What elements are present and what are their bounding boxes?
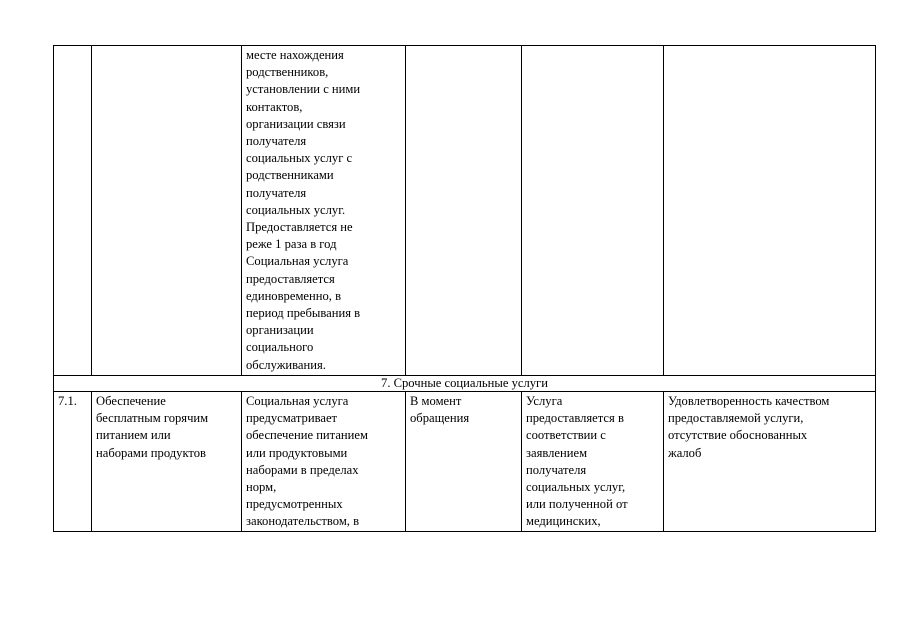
text-line: предоставляется (246, 271, 335, 286)
text-line: питанием или (96, 428, 171, 443)
table-row-7-1 (54, 392, 876, 532)
text-line: обращения (410, 411, 470, 426)
text-line: наборами продуктов (96, 445, 206, 460)
text-line: обслуживания. (246, 357, 326, 372)
text-line: социальных услуг. (246, 202, 346, 217)
text-line: законодательством, в (246, 514, 360, 529)
text-line: родственников, (246, 65, 329, 80)
text-line: жалоб (668, 445, 702, 460)
text-line: социальных услуг, (526, 480, 626, 495)
section-header-row (54, 376, 876, 392)
cell-timing (406, 392, 522, 532)
cell-conditions (522, 392, 664, 532)
cell-service-name (92, 46, 242, 376)
text-line: норм, (246, 480, 277, 495)
cell-quality (664, 46, 876, 376)
cell-timing (406, 46, 522, 376)
text-line: единовременно, в (246, 288, 342, 303)
text-line: родственниками (246, 168, 334, 183)
text-line: обеспечение питанием (246, 428, 368, 443)
text-line: организации связи (246, 116, 346, 131)
text-line: заявлением (526, 445, 588, 460)
text-line: получателя (246, 185, 307, 200)
text-line: наборами в пределах (246, 462, 359, 477)
text-line: получателя (526, 462, 587, 477)
text-line: предусматривает (246, 411, 338, 426)
text-line: Социальная услуга (246, 254, 349, 269)
text-line: реже 1 раза в год (246, 237, 337, 252)
text-line: Удовлетворенность качеством (668, 394, 830, 408)
text-line: Социальная услуга (246, 394, 349, 408)
text-line: предусмотренных (246, 497, 343, 512)
cell-service-description (242, 392, 406, 532)
cell-service-description (242, 46, 406, 376)
text-line: предоставляется в (526, 411, 624, 426)
text-line: медицинских, (526, 514, 601, 529)
section-title: 7. Срочные социальные услуги (54, 376, 876, 392)
text-line: или продуктовыми (246, 445, 348, 460)
text-line: соответствии с (526, 428, 606, 443)
text-line: бесплатным горячим (96, 411, 209, 426)
cell-number: 7.1. (54, 392, 92, 532)
text-line: организации (246, 323, 314, 338)
text-line: социальных услуг с (246, 151, 353, 166)
text-line: период пребывания в (246, 306, 361, 321)
text-line: Предоставляется не (246, 220, 353, 235)
cell-conditions (522, 46, 664, 376)
text-line: или полученной от (526, 497, 628, 512)
cell-quality (664, 392, 876, 532)
text-line: предоставляемой услуги, (668, 411, 804, 426)
text-line: Услуга (526, 394, 563, 408)
text-line: месте нахождения (246, 48, 344, 62)
text-line: социального (246, 340, 314, 355)
text-line: установлении с ними (246, 82, 361, 97)
text-line: Обеспечение (96, 394, 166, 408)
text-line: получателя (246, 134, 307, 149)
cell-service-name (92, 392, 242, 532)
text-line: контактов, (246, 99, 303, 114)
cell-number (54, 46, 92, 376)
table-row-continuation (54, 46, 876, 376)
text-line: отсутствие обоснованных (668, 428, 808, 443)
text-line: В момент (410, 394, 462, 408)
services-table (53, 45, 876, 532)
